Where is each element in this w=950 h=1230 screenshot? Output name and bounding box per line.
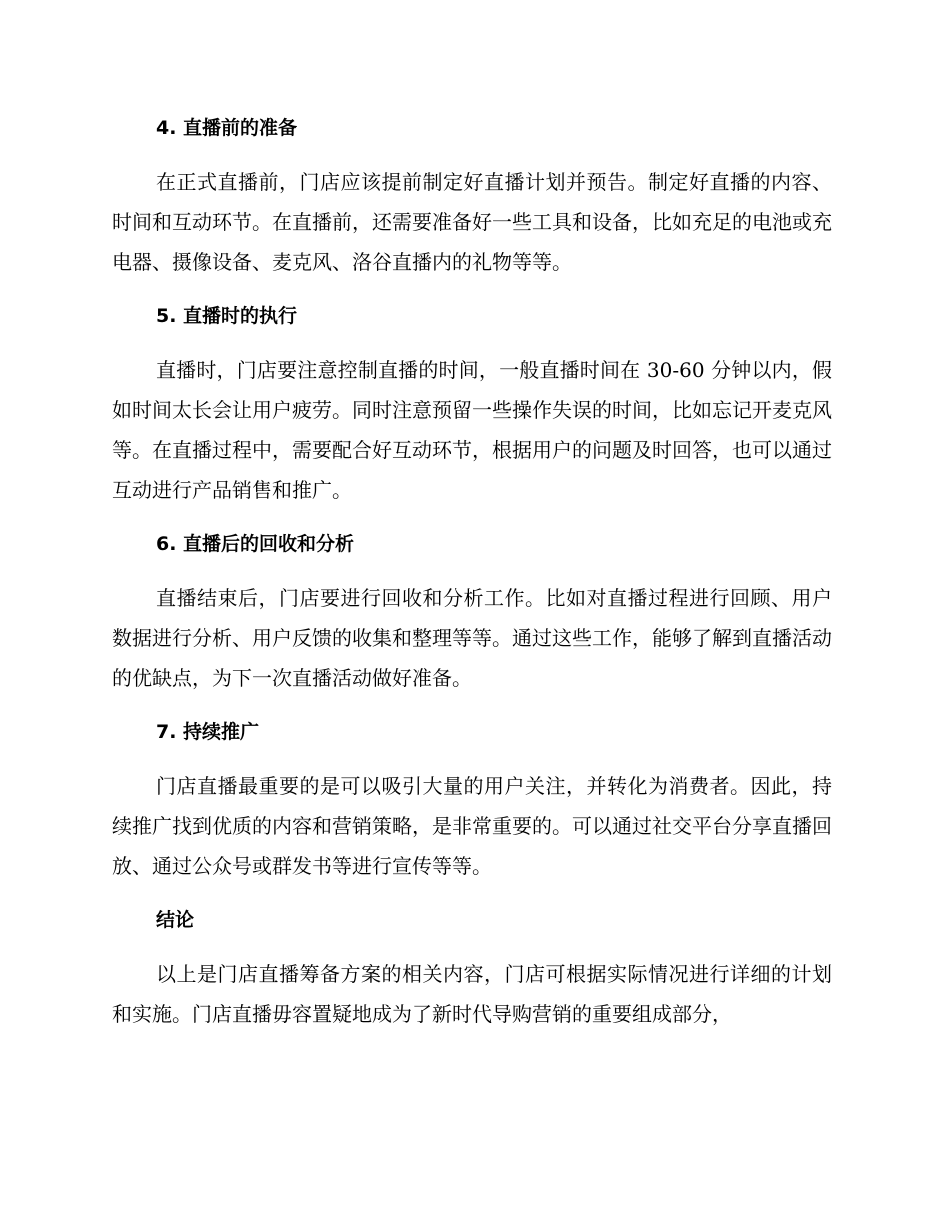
section-paragraph: 直播结束后，门店要进行回收和分析工作。比如对直播过程进行回顾、用户数据进行分析、用户反馈的收集和整理等等。通过这些工作，能够了解到直播活动的优缺点，为下一次直播活动做好准备。 [112, 586, 832, 690]
section-promotion [112, 712, 832, 886]
section-paragraph: 门店直播最重要的是可以吸引大量的用户关注，并转化为消费者。因此，持续推广找到优质的内容和营销策略，是非常重要的。可以通过社交平台分享直播回放、通过公众号或群发书等进行宣传等等。 [112, 774, 832, 878]
section-heading: 5. 直播时的执行 [156, 305, 298, 327]
section-preparation [112, 108, 832, 282]
section-paragraph: 直播时，门店要注意控制直播的时间，一般直播时间在 30-60 分钟以内，假如时间太长会让用户疲劳。同时注意预留一些操作失误的时间，比如忘记开麦克风等。在直播过程中，需要配合好互动环节，根据用户的问题及时回答，也可以通过互动进行产品销售和推广。 [112, 358, 832, 502]
section-paragraph: 以上是门店直播筹备方案的相关内容，门店可根据实际情况进行详细的计划和实施。门店直播毋容置疑地成为了新时代导购营销的重要组成部分， [112, 962, 832, 1026]
section-heading: 7. 持续推广 [156, 721, 260, 743]
section-conclusion [112, 900, 832, 1034]
section-analysis [112, 524, 832, 698]
section-heading: 结论 [156, 909, 195, 931]
document-body [112, 108, 832, 1048]
section-execution [112, 296, 832, 510]
section-heading: 6. 直播后的回收和分析 [156, 533, 355, 555]
section-paragraph: 在正式直播前，门店应该提前制定好直播计划并预告。制定好直播的内容、时间和互动环节。在直播前，还需要准备好一些工具和设备，比如充足的电池或充电器、摄像设备、麦克风、洛谷直播内的礼物等等。 [112, 170, 832, 274]
section-heading: 4. 直播前的准备 [156, 117, 298, 139]
